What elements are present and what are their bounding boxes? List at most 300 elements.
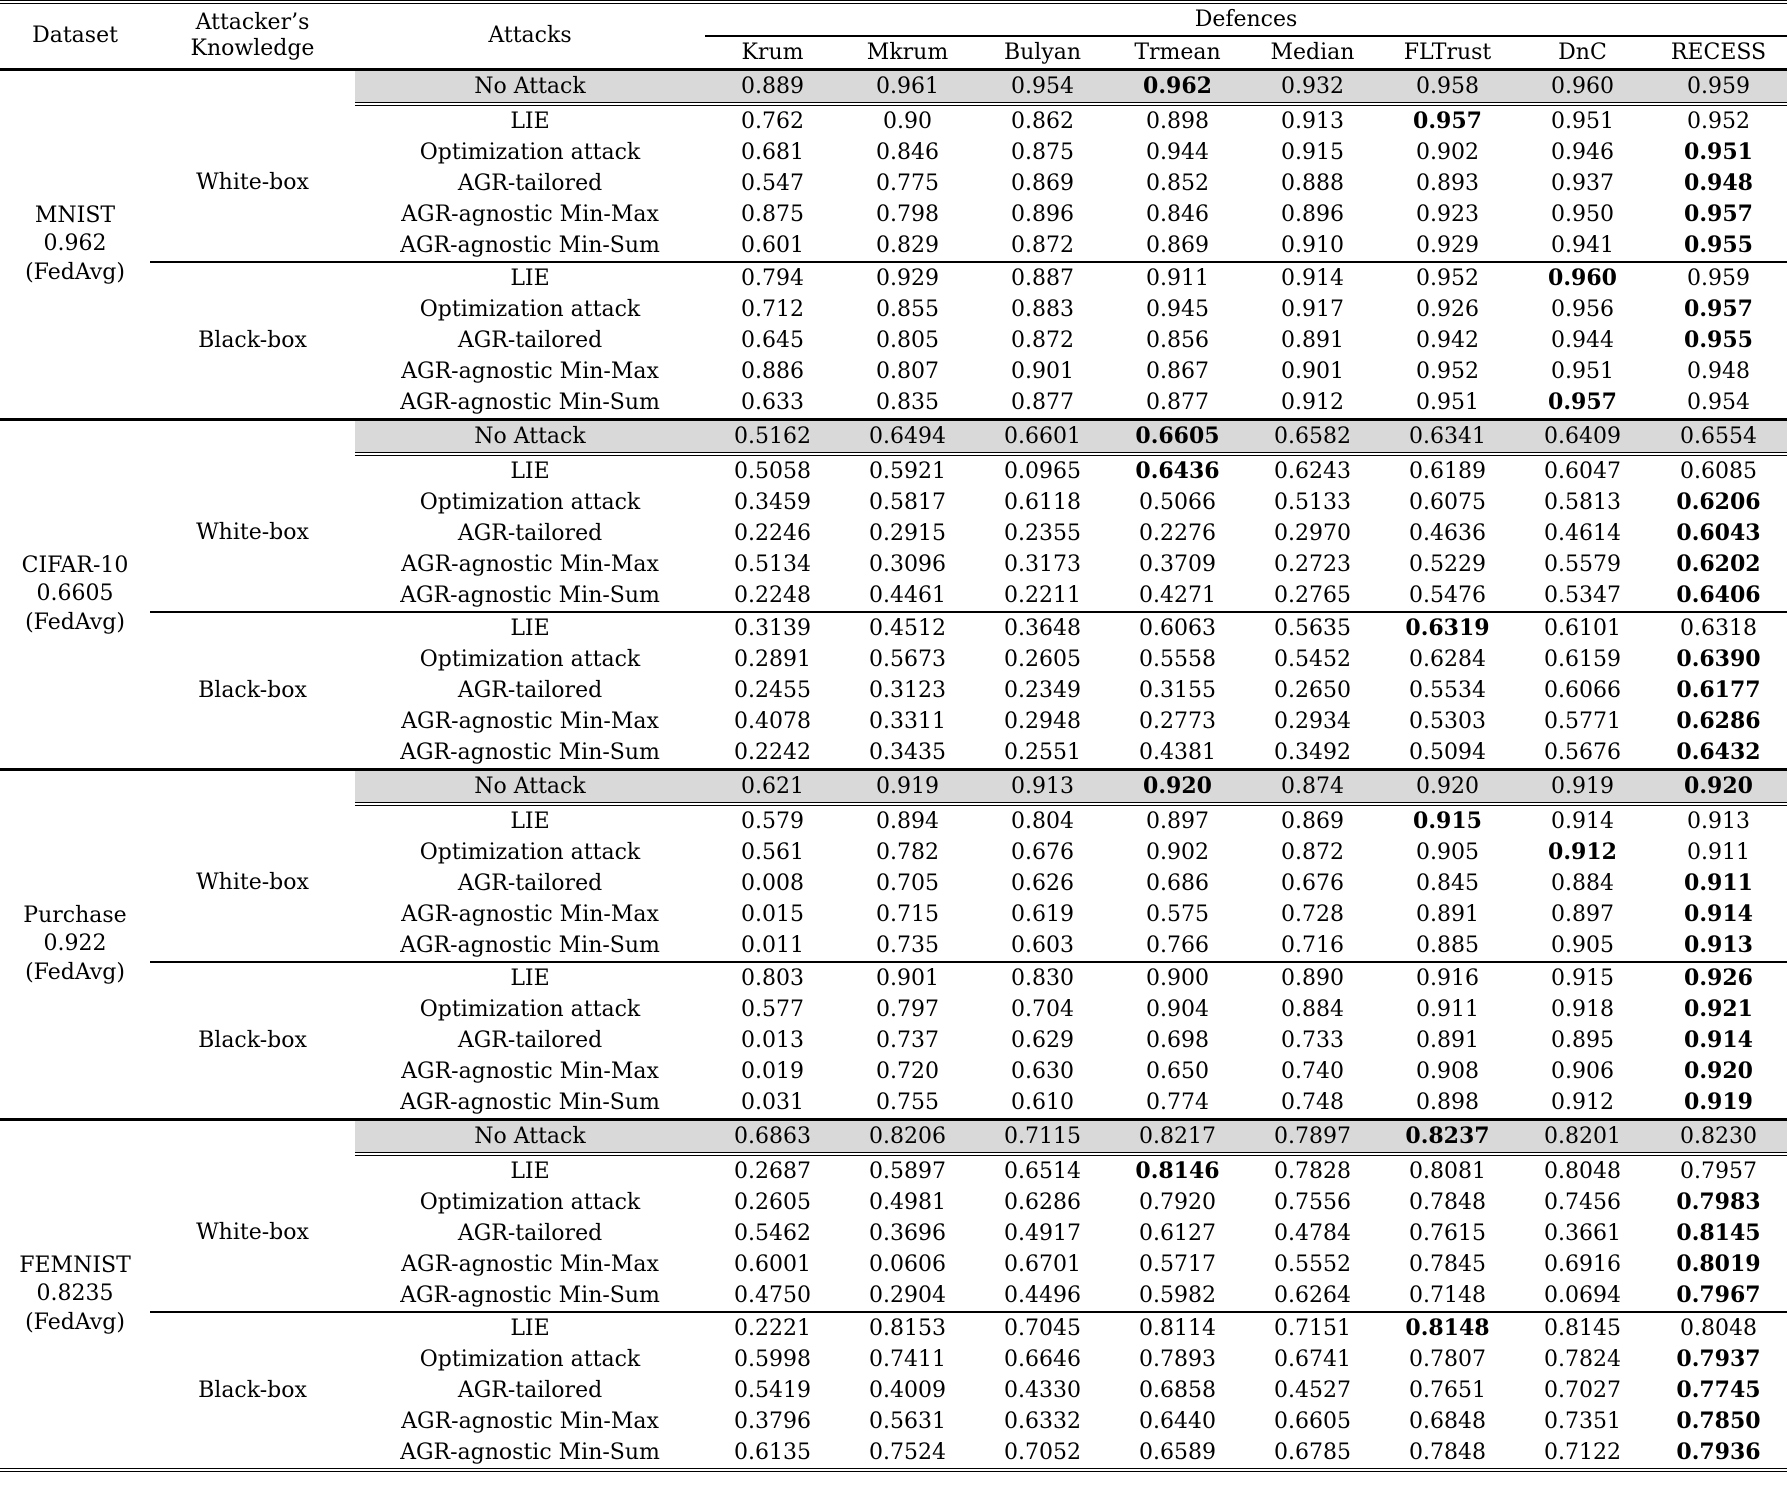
defence-value-cell: 0.960 <box>1515 262 1650 294</box>
defence-value-cell: 0.7824 <box>1544 1346 1621 1372</box>
defence-value-cell: 0.7983 <box>1676 1188 1761 1215</box>
defence-value-cell: 0.5897 <box>869 1158 946 1184</box>
defence-value-cell: 0.7845 <box>1409 1251 1486 1277</box>
defence-value-cell: 0.910 <box>1281 232 1344 258</box>
defence-value-cell: 0.923 <box>1416 201 1479 227</box>
defence-value-cell: 0.3796 <box>734 1408 811 1434</box>
defence-value-cell: 0.957 <box>1684 200 1753 227</box>
defence-value-cell: 0.5717 <box>1139 1251 1216 1277</box>
no-attack-label-cell: No Attack <box>355 770 705 805</box>
defence-value-cell: 0.6189 <box>1409 458 1486 484</box>
attack-label-cell: LIE <box>510 1158 550 1184</box>
defence-value-cell: 0.941 <box>1551 232 1614 258</box>
defence-value-cell: 0.7456 <box>1544 1189 1621 1215</box>
defence-value-cell: 0.2773 <box>1139 708 1216 734</box>
defence-value-cell: 0.869 <box>1281 808 1344 834</box>
defence-value-cell: 0.676 <box>1281 870 1344 896</box>
no-attack-value-cell: 0.6341 <box>1380 420 1515 455</box>
defence-value-cell: 0.720 <box>876 1058 939 1084</box>
no-attack-value-cell: 0.920 <box>1380 770 1515 805</box>
defence-value-cell: 0.630 <box>1011 1058 1074 1084</box>
defence-value-cell: 0.8019 <box>1676 1250 1761 1277</box>
knowledge-cell-black-box: Black-box <box>150 962 355 1120</box>
defence-value-cell: 0.5066 <box>1139 489 1216 515</box>
defence-value-cell: 0.7556 <box>1274 1189 1351 1215</box>
defence-value-cell: 0.0606 <box>869 1251 946 1277</box>
defence-value-cell: 0.957 <box>1413 107 1482 134</box>
attack-label-cell: AGR-agnostic Min-Sum <box>400 389 660 415</box>
attack-label-cell: LIE <box>355 612 705 644</box>
attack-label-cell: AGR-tailored <box>457 677 603 703</box>
attack-label-cell: AGR-agnostic Min-Sum <box>400 1282 660 1308</box>
defence-value-cell: 0.3435 <box>869 739 946 765</box>
no-attack-value-cell: 0.961 <box>840 70 975 105</box>
defence-value-cell: 0.6390 <box>1676 645 1761 672</box>
defence-value-cell: 0.3648 <box>975 612 1110 644</box>
defence-value-cell: 0.911 <box>1687 839 1750 865</box>
defence-value-cell: 0.891 <box>1281 327 1344 353</box>
dataset-name-line: (FedAvg) <box>25 609 125 635</box>
defence-value-cell: 0.6916 <box>1544 1251 1621 1277</box>
defence-value-cell: 0.7893 <box>1139 1346 1216 1372</box>
defence-value-cell: 0.2915 <box>869 520 946 546</box>
defence-value-cell: 0.629 <box>1011 1027 1074 1053</box>
defence-value-cell: 0.6063 <box>1110 612 1245 644</box>
attack-label-cell: Optimization attack <box>419 139 641 165</box>
defence-value-cell: 0.8153 <box>840 1312 975 1344</box>
defence-value-cell: 0.6085 <box>1680 458 1757 484</box>
attack-label-cell: LIE <box>510 458 550 484</box>
defence-value-cell: 0.905 <box>1416 839 1479 865</box>
defence-value-cell: 0.913 <box>1281 108 1344 134</box>
defence-value-cell: 0.830 <box>975 962 1110 994</box>
defence-value-cell: 0.5558 <box>1139 646 1216 672</box>
attack-label-cell: AGR-agnostic Min-Max <box>401 901 659 927</box>
knowledge-empty-cell <box>150 420 355 455</box>
defence-value-cell: 0.884 <box>1281 996 1344 1022</box>
defence-value-cell: 0.959 <box>1650 262 1787 294</box>
knowledge-cell-white-box: White-box <box>196 519 309 545</box>
defence-value-cell: 0.766 <box>1146 932 1209 958</box>
defence-value-cell: 0.794 <box>705 262 840 294</box>
attack-label-cell: AGR-agnostic Min-Max <box>401 201 659 227</box>
defence-value-cell: 0.782 <box>876 839 939 865</box>
defence-value-cell: 0.2211 <box>1004 582 1081 608</box>
defence-value-cell: 0.955 <box>1684 231 1753 258</box>
defence-value-cell: 0.902 <box>1146 839 1209 865</box>
dataset-name-line: 0.6605 <box>36 581 114 607</box>
defence-value-cell: 0.951 <box>1551 108 1614 134</box>
dataset-name-line: (FedAvg) <box>25 259 125 285</box>
defence-value-cell: 0.951 <box>1551 358 1614 384</box>
defence-value-cell: 0.905 <box>1551 932 1614 958</box>
defence-value-cell: 0.797 <box>876 996 939 1022</box>
no-attack-value-cell: 0.8206 <box>840 1120 975 1155</box>
defence-value-cell: 0.2605 <box>734 1189 811 1215</box>
defence-value-cell: 0.8146 <box>1135 1157 1220 1184</box>
defence-value-cell: 0.798 <box>876 201 939 227</box>
defence-value-cell: 0.6440 <box>1139 1408 1216 1434</box>
defence-value-cell: 0.2221 <box>705 1312 840 1344</box>
defence-value-cell: 0.7122 <box>1544 1439 1621 1465</box>
defence-value-cell: 0.869 <box>1011 170 1074 196</box>
col-header-median: Median <box>1270 39 1355 65</box>
defence-value-cell: 0.6848 <box>1409 1408 1486 1434</box>
no-attack-label-cell: No Attack <box>355 1120 705 1155</box>
defence-value-cell: 0.5347 <box>1544 582 1621 608</box>
defence-value-cell: 0.2355 <box>1004 520 1081 546</box>
defence-value-cell: 0.896 <box>1011 201 1074 227</box>
defence-value-cell: 0.803 <box>705 962 840 994</box>
no-attack-value-cell: 0.932 <box>1245 70 1380 105</box>
attack-label-cell: AGR-agnostic Min-Max <box>401 358 659 384</box>
defence-value-cell: 0.2765 <box>1274 582 1351 608</box>
defence-value-cell: 0.2248 <box>734 582 811 608</box>
defence-value-cell: 0.942 <box>1416 327 1479 353</box>
defence-value-cell: 0.8081 <box>1409 1158 1486 1184</box>
defence-value-cell: 0.5133 <box>1274 489 1351 515</box>
defence-value-cell: 0.0694 <box>1544 1282 1621 1308</box>
defence-value-cell: 0.7828 <box>1274 1158 1351 1184</box>
dataset-name-line: 0.962 <box>43 231 107 257</box>
knowledge-cell-black-box: Black-box <box>150 1312 355 1470</box>
defence-value-cell: 0.737 <box>876 1027 939 1053</box>
defence-value-cell: 0.4527 <box>1274 1377 1351 1403</box>
no-attack-value-cell: 0.6601 <box>975 420 1110 455</box>
defence-value-cell: 0.911 <box>1684 869 1753 896</box>
col-header-fltrust: FLTrust <box>1403 39 1492 65</box>
defence-value-cell: 0.877 <box>1146 389 1209 415</box>
defence-value-cell: 0.902 <box>1416 139 1479 165</box>
defence-value-cell: 0.957 <box>1548 388 1617 415</box>
no-attack-value-cell: 0.919 <box>840 770 975 805</box>
dataset-name-line: CIFAR-10 <box>21 552 129 578</box>
defence-value-cell: 0.7957 <box>1680 1158 1757 1184</box>
defence-value-cell: 0.645 <box>741 327 804 353</box>
defence-value-cell: 0.6066 <box>1544 677 1621 703</box>
defence-value-cell: 0.911 <box>1110 262 1245 294</box>
defence-value-cell: 0.6202 <box>1676 550 1761 577</box>
defence-value-cell: 0.846 <box>876 139 939 165</box>
defence-value-cell: 0.955 <box>1684 326 1753 353</box>
defence-value-cell: 0.829 <box>876 232 939 258</box>
defence-value-cell: 0.890 <box>1245 962 1380 994</box>
defence-value-cell: 0.5982 <box>1139 1282 1216 1308</box>
defence-value-cell: 0.728 <box>1281 901 1344 927</box>
defence-value-cell: 0.911 <box>1416 996 1479 1022</box>
no-attack-value-cell: 0.889 <box>705 70 840 105</box>
defence-value-cell: 0.888 <box>1281 170 1344 196</box>
knowledge-empty-cell <box>150 70 355 105</box>
defence-value-cell: 0.5534 <box>1409 677 1486 703</box>
defence-value-cell: 0.7615 <box>1409 1220 1486 1246</box>
no-attack-value-cell: 0.8230 <box>1650 1120 1787 1155</box>
defence-value-cell: 0.2687 <box>734 1158 811 1184</box>
defence-value-cell: 0.5229 <box>1409 551 1486 577</box>
defence-value-cell: 0.872 <box>1281 839 1344 865</box>
no-attack-value-cell: 0.6582 <box>1245 420 1380 455</box>
defence-value-cell: 0.6243 <box>1274 458 1351 484</box>
attack-label-cell: AGR-tailored <box>457 1220 603 1246</box>
defence-value-cell: 0.575 <box>1146 901 1209 927</box>
defence-value-cell: 0.7807 <box>1409 1346 1486 1372</box>
attack-label-cell: AGR-agnostic Min-Sum <box>400 739 660 765</box>
no-attack-value-cell: 0.5162 <box>705 420 840 455</box>
defence-value-cell: 0.705 <box>876 870 939 896</box>
defence-value-cell: 0.916 <box>1380 962 1515 994</box>
defence-value-cell: 0.915 <box>1281 139 1344 165</box>
dataset-name-line: 0.922 <box>43 931 107 957</box>
defence-value-cell: 0.7936 <box>1676 1438 1761 1465</box>
defence-value-cell: 0.716 <box>1281 932 1344 958</box>
defence-value-cell: 0.2723 <box>1274 551 1351 577</box>
knowledge-cell-black-box: Black-box <box>150 262 355 420</box>
defence-value-cell: 0.748 <box>1281 1089 1344 1115</box>
defence-value-cell: 0.7151 <box>1245 1312 1380 1344</box>
defence-value-cell: 0.6286 <box>1004 1189 1081 1215</box>
defence-value-cell: 0.5673 <box>869 646 946 672</box>
defence-value-cell: 0.7920 <box>1139 1189 1216 1215</box>
defence-value-cell: 0.4330 <box>1004 1377 1081 1403</box>
defence-value-cell: 0.926 <box>1650 962 1787 994</box>
attack-label-cell: AGR-agnostic Min-Sum <box>400 582 660 608</box>
defence-value-cell: 0.740 <box>1281 1058 1344 1084</box>
attack-label-cell: AGR-agnostic Min-Sum <box>400 1089 660 1115</box>
dataset-name-line: Purchase <box>23 902 127 928</box>
no-attack-value-cell: 0.6554 <box>1650 420 1787 455</box>
defence-value-cell: 0.887 <box>975 262 1110 294</box>
attack-label-cell: AGR-tailored <box>457 1377 603 1403</box>
defence-value-cell: 0.031 <box>741 1089 804 1115</box>
no-attack-label-cell: No Attack <box>355 70 705 105</box>
defence-value-cell: 0.895 <box>1551 1027 1614 1053</box>
defence-value-cell: 0.5303 <box>1409 708 1486 734</box>
no-attack-value-cell: 0.913 <box>975 770 1110 805</box>
defence-value-cell: 0.7052 <box>1004 1439 1081 1465</box>
defence-value-cell: 0.6406 <box>1676 581 1761 608</box>
defence-value-cell: 0.875 <box>1011 139 1074 165</box>
attack-label-cell: Optimization attack <box>419 839 641 865</box>
defence-value-cell: 0.6318 <box>1650 612 1787 644</box>
attack-label-cell: AGR-tailored <box>457 870 603 896</box>
defence-value-cell: 0.2970 <box>1274 520 1351 546</box>
defence-value-cell: 0.7745 <box>1676 1376 1761 1403</box>
defence-value-cell: 0.2551 <box>1004 739 1081 765</box>
defence-value-cell: 0.2948 <box>1004 708 1081 734</box>
defence-value-cell: 0.914 <box>1684 1026 1753 1053</box>
defence-value-cell: 0.3709 <box>1139 551 1216 577</box>
defence-value-cell: 0.900 <box>1110 962 1245 994</box>
defence-value-cell: 0.5813 <box>1544 489 1621 515</box>
dataset-name-line: (FedAvg) <box>25 959 125 985</box>
col-header-recess: RECESS <box>1670 39 1767 65</box>
no-attack-value-cell: 0.959 <box>1650 70 1787 105</box>
defence-value-cell: 0.762 <box>741 108 804 134</box>
defence-value-cell: 0.4784 <box>1274 1220 1351 1246</box>
defence-value-cell: 0.872 <box>1011 232 1074 258</box>
defence-value-cell: 0.601 <box>741 232 804 258</box>
defence-value-cell: 0.6432 <box>1676 738 1761 765</box>
defence-value-cell: 0.917 <box>1281 296 1344 322</box>
defence-value-cell: 0.6047 <box>1544 458 1621 484</box>
defence-value-cell: 0.011 <box>741 932 804 958</box>
attack-label-cell: AGR-agnostic Min-Sum <box>400 232 660 258</box>
defence-value-cell: 0.954 <box>1687 389 1750 415</box>
defence-value-cell: 0.8114 <box>1110 1312 1245 1344</box>
defence-value-cell: 0.755 <box>876 1089 939 1115</box>
defence-value-cell: 0.6605 <box>1274 1408 1351 1434</box>
dataset-cell <box>0 770 150 1120</box>
attack-label-cell: AGR-tailored <box>457 170 603 196</box>
defence-value-cell: 0.774 <box>1146 1089 1209 1115</box>
defence-value-cell: 0.920 <box>1684 1057 1753 1084</box>
defence-value-cell: 0.5635 <box>1245 612 1380 644</box>
defence-value-cell: 0.835 <box>876 389 939 415</box>
no-attack-value-cell: 0.920 <box>1110 770 1245 805</box>
defence-value-cell: 0.2891 <box>734 646 811 672</box>
col-header-attacker-knowledge: Attacker’s Knowledge <box>190 9 315 61</box>
defence-value-cell: 0.6319 <box>1380 612 1515 644</box>
defence-value-cell: 0.4614 <box>1544 520 1621 546</box>
defence-value-cell: 0.944 <box>1551 327 1614 353</box>
defence-value-cell: 0.698 <box>1146 1027 1209 1053</box>
dataset-cell <box>0 420 150 770</box>
defence-value-cell: 0.6075 <box>1409 489 1486 515</box>
defence-value-cell: 0.7651 <box>1409 1377 1486 1403</box>
attack-label-cell: Optimization attack <box>419 996 641 1022</box>
defence-value-cell: 0.577 <box>741 996 804 1022</box>
no-attack-value-cell: 0.958 <box>1380 70 1515 105</box>
defence-value-cell: 0.6436 <box>1135 457 1220 484</box>
defence-value-cell: 0.872 <box>1011 327 1074 353</box>
defence-value-cell: 0.2246 <box>734 520 811 546</box>
defence-value-cell: 0.6043 <box>1676 519 1761 546</box>
no-attack-value-cell: 0.920 <box>1650 770 1787 805</box>
defence-value-cell: 0.948 <box>1684 169 1753 196</box>
defence-value-cell: 0.915 <box>1413 807 1482 834</box>
defence-value-cell: 0.019 <box>741 1058 804 1084</box>
defence-value-cell: 0.5579 <box>1544 551 1621 577</box>
defence-value-cell: 0.676 <box>1011 839 1074 865</box>
defence-value-cell: 0.008 <box>741 870 804 896</box>
defence-value-cell: 0.952 <box>1416 358 1479 384</box>
defence-value-cell: 0.547 <box>741 170 804 196</box>
defence-value-cell: 0.686 <box>1146 870 1209 896</box>
attack-label-cell: AGR-agnostic Min-Max <box>401 1058 659 1084</box>
defence-value-cell: 0.952 <box>1380 262 1515 294</box>
attack-label-cell: AGR-agnostic Min-Max <box>401 551 659 577</box>
defence-value-cell: 0.775 <box>876 170 939 196</box>
defence-value-cell: 0.681 <box>741 139 804 165</box>
attack-label-cell: AGR-tailored <box>457 327 603 353</box>
defence-value-cell: 0.0965 <box>1004 458 1081 484</box>
defence-value-cell: 0.579 <box>741 808 804 834</box>
no-attack-value-cell: 0.960 <box>1515 70 1650 105</box>
defence-value-cell: 0.897 <box>1146 808 1209 834</box>
defence-value-cell: 0.015 <box>741 901 804 927</box>
defence-value-cell: 0.4917 <box>1004 1220 1081 1246</box>
defence-value-cell: 0.914 <box>1684 900 1753 927</box>
defence-value-cell: 0.4636 <box>1409 520 1486 546</box>
dataset-cell <box>0 70 150 420</box>
defence-value-cell: 0.7848 <box>1409 1189 1486 1215</box>
defence-value-cell: 0.893 <box>1416 170 1479 196</box>
defence-value-cell: 0.6118 <box>1004 489 1081 515</box>
defence-value-cell: 0.896 <box>1281 201 1344 227</box>
no-attack-value-cell: 0.8201 <box>1515 1120 1650 1155</box>
defence-value-cell: 0.7524 <box>869 1439 946 1465</box>
defence-value-cell: 0.886 <box>741 358 804 384</box>
attack-label-cell: Optimization attack <box>419 489 641 515</box>
defence-value-cell: 0.7045 <box>975 1312 1110 1344</box>
knowledge-empty-cell <box>150 1120 355 1155</box>
no-attack-value-cell: 0.874 <box>1245 770 1380 805</box>
defence-value-cell: 0.3173 <box>1004 551 1081 577</box>
defence-value-cell: 0.8145 <box>1676 1219 1761 1246</box>
defence-value-cell: 0.919 <box>1684 1088 1753 1115</box>
defence-value-cell: 0.7848 <box>1409 1439 1486 1465</box>
no-attack-label-cell: No Attack <box>355 420 705 455</box>
defence-value-cell: 0.6701 <box>1004 1251 1081 1277</box>
defence-value-cell: 0.5631 <box>869 1408 946 1434</box>
defence-value-cell: 0.4078 <box>734 708 811 734</box>
attack-label-cell: AGR-agnostic Min-Max <box>401 1408 659 1434</box>
defence-value-cell: 0.4496 <box>1004 1282 1081 1308</box>
defence-value-cell: 0.6001 <box>734 1251 811 1277</box>
defence-value-cell: 0.7351 <box>1544 1408 1621 1434</box>
defence-value-cell: 0.5134 <box>734 551 811 577</box>
no-attack-value-cell: 0.919 <box>1515 770 1650 805</box>
defence-value-cell: 0.3139 <box>705 612 840 644</box>
defence-value-cell: 0.6177 <box>1676 676 1761 703</box>
knowledge-cell-white-box: White-box <box>196 869 309 895</box>
defence-value-cell: 0.875 <box>741 201 804 227</box>
defence-value-cell: 0.90 <box>883 108 932 134</box>
defence-value-cell: 0.883 <box>1011 296 1074 322</box>
defence-value-cell: 0.619 <box>1011 901 1074 927</box>
defence-value-cell: 0.6741 <box>1274 1346 1351 1372</box>
attack-label-cell: Optimization attack <box>419 1189 641 1215</box>
defence-value-cell: 0.4009 <box>869 1377 946 1403</box>
defence-value-cell: 0.6159 <box>1544 646 1621 672</box>
defence-value-cell: 0.6127 <box>1139 1220 1216 1246</box>
defence-value-cell: 0.8048 <box>1544 1158 1621 1184</box>
col-header-dnc: DnC <box>1558 39 1607 65</box>
table-header <box>0 2 1787 70</box>
defence-value-cell: 0.862 <box>1011 108 1074 134</box>
defence-value-cell: 0.6858 <box>1139 1377 1216 1403</box>
defence-value-cell: 0.946 <box>1551 139 1614 165</box>
defence-value-cell: 0.603 <box>1011 932 1074 958</box>
defence-value-cell: 0.913 <box>1687 808 1750 834</box>
defence-value-cell: 0.898 <box>1146 108 1209 134</box>
knowledge-cell-white-box: White-box <box>196 1219 309 1245</box>
defence-value-cell: 0.914 <box>1245 262 1380 294</box>
no-attack-value-cell: 0.7897 <box>1245 1120 1380 1155</box>
no-attack-value-cell: 0.621 <box>705 770 840 805</box>
defence-value-cell: 0.908 <box>1416 1058 1479 1084</box>
no-attack-value-cell: 0.962 <box>1110 70 1245 105</box>
defence-value-cell: 0.901 <box>1011 358 1074 384</box>
attack-label-cell: AGR-agnostic Min-Max <box>401 1251 659 1277</box>
no-attack-value-cell: 0.8237 <box>1380 1120 1515 1155</box>
defence-value-cell: 0.869 <box>1146 232 1209 258</box>
knowledge-empty-cell <box>150 770 355 805</box>
defence-value-cell: 0.877 <box>1011 389 1074 415</box>
defence-value-cell: 0.914 <box>1551 808 1614 834</box>
defence-value-cell: 0.5452 <box>1274 646 1351 672</box>
defence-value-cell: 0.5058 <box>734 458 811 484</box>
